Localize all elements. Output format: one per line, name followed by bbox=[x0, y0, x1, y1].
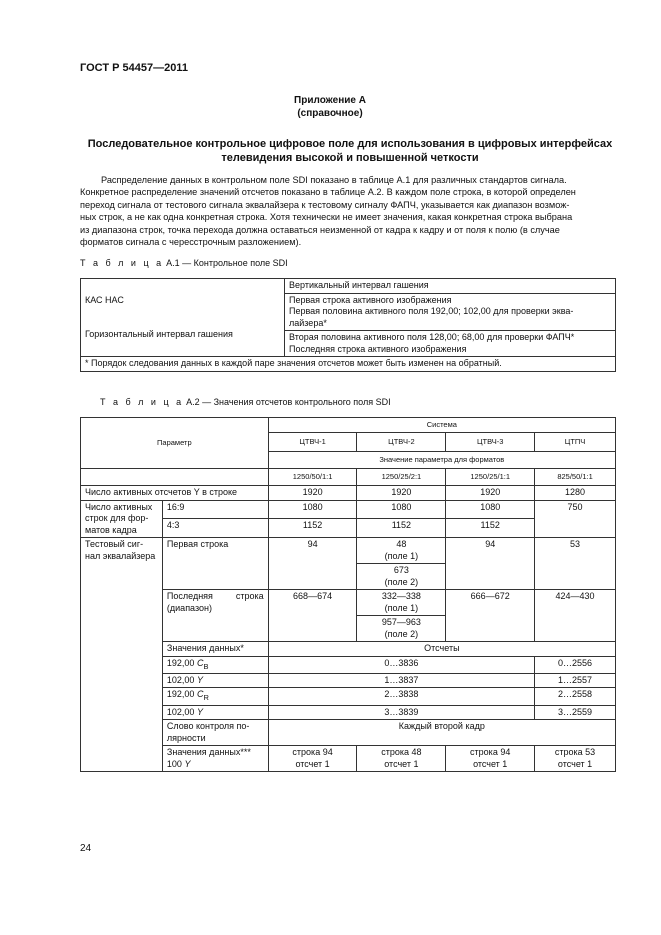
format-value: 1250/25/2:1 bbox=[357, 469, 446, 486]
last-data-symbol: Y bbox=[184, 758, 191, 769]
aspect-4-3: 4:3 bbox=[162, 519, 268, 538]
last-data-value bbox=[357, 746, 446, 772]
active-lines-ctpch: 750 bbox=[535, 500, 616, 538]
data-row-ctpch: 3…2559 bbox=[535, 705, 616, 720]
active-lines-label-line: матов кадра bbox=[85, 524, 137, 535]
table1-row2-line: лайзера* bbox=[289, 317, 327, 328]
table1-caption-text: А.1 — Контрольное поле SDI bbox=[163, 258, 288, 268]
data-row-label bbox=[162, 705, 268, 720]
first-line-value-field2 bbox=[357, 564, 446, 590]
data-row-label bbox=[162, 673, 268, 688]
intro-paragraph bbox=[80, 174, 618, 248]
last-line-label-line: (диапазон) bbox=[166, 602, 212, 613]
active-samples-value: 1920 bbox=[446, 486, 535, 501]
value-line: строка 53 bbox=[554, 747, 596, 758]
eq-label-line: Тестовый сиг- bbox=[85, 539, 144, 549]
table-a2 bbox=[80, 417, 616, 772]
active-samples-value: 1920 bbox=[268, 486, 357, 501]
intro-line: форматов сигнала с чересстрочным разложением). bbox=[80, 237, 302, 248]
polarity-label bbox=[162, 720, 268, 746]
section-title bbox=[80, 137, 620, 165]
last-line-label bbox=[162, 590, 268, 642]
table1-footnote: * Порядок следования данных в каждой паре значения отсчетов может быть изменен на обратный. bbox=[81, 357, 616, 372]
table1-kas-nas: КАС НАС bbox=[85, 295, 124, 305]
formats-header: Значение параметра для форматов bbox=[268, 452, 615, 469]
value-line: отсчет 1 bbox=[473, 758, 508, 769]
last-data-value bbox=[535, 746, 616, 772]
active-lines-value: 1080 bbox=[357, 500, 446, 519]
table1-horizontal-blanking: Горизонтальный интервал гашения bbox=[85, 328, 233, 339]
value-line: строка 94 bbox=[470, 747, 511, 758]
last-data-label-line: Значения данных*** bbox=[166, 747, 251, 758]
last-line-value: 668—674 bbox=[268, 590, 357, 642]
value-line: (поле 2) bbox=[384, 576, 419, 587]
value-line: строка 94 bbox=[292, 747, 333, 758]
active-lines-value: 1152 bbox=[268, 519, 357, 538]
first-line-label: Первая строка bbox=[162, 538, 268, 590]
active-lines-value: 1152 bbox=[446, 519, 535, 538]
data-row-label bbox=[162, 656, 268, 673]
active-samples-value: 1280 bbox=[535, 486, 616, 501]
table1-row2-line: Первая половина активного поля 192,00; 102,00 для проверки эква- bbox=[289, 306, 574, 316]
system-name: ЦТВЧ-2 bbox=[357, 433, 446, 452]
data-row-symbol: Y bbox=[196, 674, 203, 685]
system-header: Система bbox=[268, 418, 615, 433]
aspect-16-9: 16:9 bbox=[162, 500, 268, 519]
value-line: (поле 1) bbox=[384, 550, 419, 561]
intro-line: ных строк, а не как одна конкретная строка. Хотя технически не имеет значения, какая конкретная строка выбрана bbox=[80, 212, 573, 223]
first-line-value: 94 bbox=[268, 538, 357, 590]
data-row-ctpch: 0…2556 bbox=[535, 656, 616, 673]
first-line-value: 53 bbox=[535, 538, 616, 590]
intro-line: переход сигнала от тестового сигнала эквалайзера к тестовому сигналу ФАПЧ, указывается как диапазон возмож- bbox=[80, 199, 570, 210]
active-samples-label: Число активных отсчетов Y в строке bbox=[81, 486, 269, 501]
active-lines-value: 1152 bbox=[357, 519, 446, 538]
section-title-line1: Последовательное контрольное цифровое поле для использования в цифровых интерфейсах bbox=[87, 138, 613, 150]
appendix-subtitle: (справочное) bbox=[297, 108, 363, 119]
intro-line: из диапазона строк, точка перехода должна оставаться неизменной от кадра к кадру и от поля к полю (в случае bbox=[80, 224, 560, 235]
data-row-number: 192,00 bbox=[166, 657, 197, 668]
table1-row2-line: Первая строка активного изображения bbox=[289, 294, 452, 305]
data-row-number: 102,00 bbox=[166, 706, 197, 717]
table1-row1: Вертикальный интервал гашения bbox=[285, 279, 616, 294]
first-line-value-field1 bbox=[357, 538, 446, 564]
value-line: строка 48 bbox=[381, 747, 422, 758]
data-row-range: 2…3838 bbox=[268, 688, 534, 705]
data-row-subscript: R bbox=[203, 693, 209, 703]
data-row-ctpch: 2…2558 bbox=[535, 688, 616, 705]
value-line: 673 bbox=[393, 565, 409, 575]
intro-line: Распределение данных в контрольном поле SDI показано в таблице А.1 для различных стандартов сигнала. bbox=[101, 175, 567, 185]
last-data-value bbox=[446, 746, 535, 772]
value-line: отсчет 1 bbox=[295, 758, 330, 769]
data-row-number: 102,00 bbox=[166, 674, 197, 685]
polarity-value: Каждый второй кадр bbox=[268, 720, 615, 746]
table1-row3 bbox=[285, 331, 616, 357]
last-data-value bbox=[268, 746, 357, 772]
data-row-symbol: Y bbox=[196, 706, 203, 717]
polarity-label-line: Слово контроля по- bbox=[166, 721, 250, 732]
data-row-symbol: C bbox=[196, 689, 204, 700]
data-row-number: 192,00 bbox=[166, 689, 197, 700]
appendix-title: Приложение А bbox=[294, 95, 366, 106]
table1-row3-line: Последняя строка активного изображения bbox=[289, 343, 467, 354]
data-row-ctpch: 1…2557 bbox=[535, 673, 616, 688]
format-value: 1250/25/1:1 bbox=[446, 469, 535, 486]
data-row-label bbox=[162, 688, 268, 705]
value-line: 48 bbox=[396, 539, 407, 549]
system-name: ЦТПЧ bbox=[535, 433, 616, 452]
table2-caption-text: А.2 — Значения отсчетов контрольного поля SDI bbox=[183, 397, 391, 407]
section-title-line2: телевидения высокой и повышенной четкости bbox=[221, 152, 479, 164]
active-lines-value: 1080 bbox=[446, 500, 535, 519]
table2-caption bbox=[100, 397, 391, 407]
last-data-number: 100 bbox=[166, 758, 185, 769]
polarity-label-line: лярности bbox=[166, 732, 206, 743]
data-row-subscript: B bbox=[203, 661, 209, 671]
data-values-unit: Отсчеты bbox=[268, 642, 615, 657]
value-line: отсчет 1 bbox=[557, 758, 593, 769]
blank-cell bbox=[81, 469, 269, 486]
last-line-value: 666—672 bbox=[446, 590, 535, 642]
value-line: 332—338 bbox=[381, 591, 421, 601]
data-row-range: 0…3836 bbox=[268, 656, 534, 673]
last-line-value-field1 bbox=[357, 590, 446, 616]
value-line: отсчет 1 bbox=[384, 758, 419, 769]
value-line: (поле 1) bbox=[384, 602, 419, 613]
format-value: 825/50/1:1 bbox=[535, 469, 616, 486]
active-lines-value: 1080 bbox=[268, 500, 357, 519]
system-name: ЦТВЧ-1 bbox=[268, 433, 357, 452]
data-values-label: Значения данных* bbox=[162, 642, 268, 657]
first-line-value: 94 bbox=[446, 538, 535, 590]
last-line-value: 424—430 bbox=[535, 590, 616, 642]
active-lines-label bbox=[81, 500, 163, 538]
last-data-values-label bbox=[162, 746, 268, 772]
table1-row2 bbox=[285, 293, 616, 331]
standard-number: ГОСТ Р 54457—2011 bbox=[80, 62, 188, 74]
table1-caption-prefix: Т а б л и ц а bbox=[80, 258, 164, 268]
last-data-label-line bbox=[167, 759, 264, 771]
table1-caption bbox=[80, 258, 288, 268]
table1-row3-line: Вторая половина активного поля 128,00; 68,00 для проверки ФАПЧ* bbox=[289, 332, 575, 342]
active-lines-label-line: строк для фор- bbox=[85, 513, 149, 523]
active-lines-label-line: Число активных bbox=[85, 501, 153, 512]
intro-line: Конкретное распределение значений отсчетов показано в таблице А.2. В каждом поле строка, в которой определен bbox=[80, 187, 576, 198]
data-row-range: 3…3839 bbox=[268, 705, 534, 720]
table-a1 bbox=[80, 278, 616, 372]
page-number: 24 bbox=[80, 843, 92, 854]
eq-label-line: нал эквалайзера bbox=[85, 550, 156, 561]
param-header: Параметр bbox=[81, 418, 269, 469]
data-row-range: 1…3837 bbox=[268, 673, 534, 688]
value-line: 957—963 bbox=[381, 617, 421, 627]
system-name: ЦТВЧ-3 bbox=[446, 433, 535, 452]
data-row-symbol: C bbox=[196, 657, 204, 668]
format-value: 1250/50/1:1 bbox=[268, 469, 357, 486]
last-line-label-line: Последняя строка bbox=[166, 591, 264, 601]
active-samples-value: 1920 bbox=[357, 486, 446, 501]
value-line: (поле 2) bbox=[384, 628, 419, 639]
table1-left-cell bbox=[81, 279, 285, 357]
last-line-value-field2 bbox=[357, 616, 446, 642]
eq-test-signal-label bbox=[81, 538, 163, 772]
table2-caption-prefix: Т а б л и ц а bbox=[100, 397, 184, 407]
